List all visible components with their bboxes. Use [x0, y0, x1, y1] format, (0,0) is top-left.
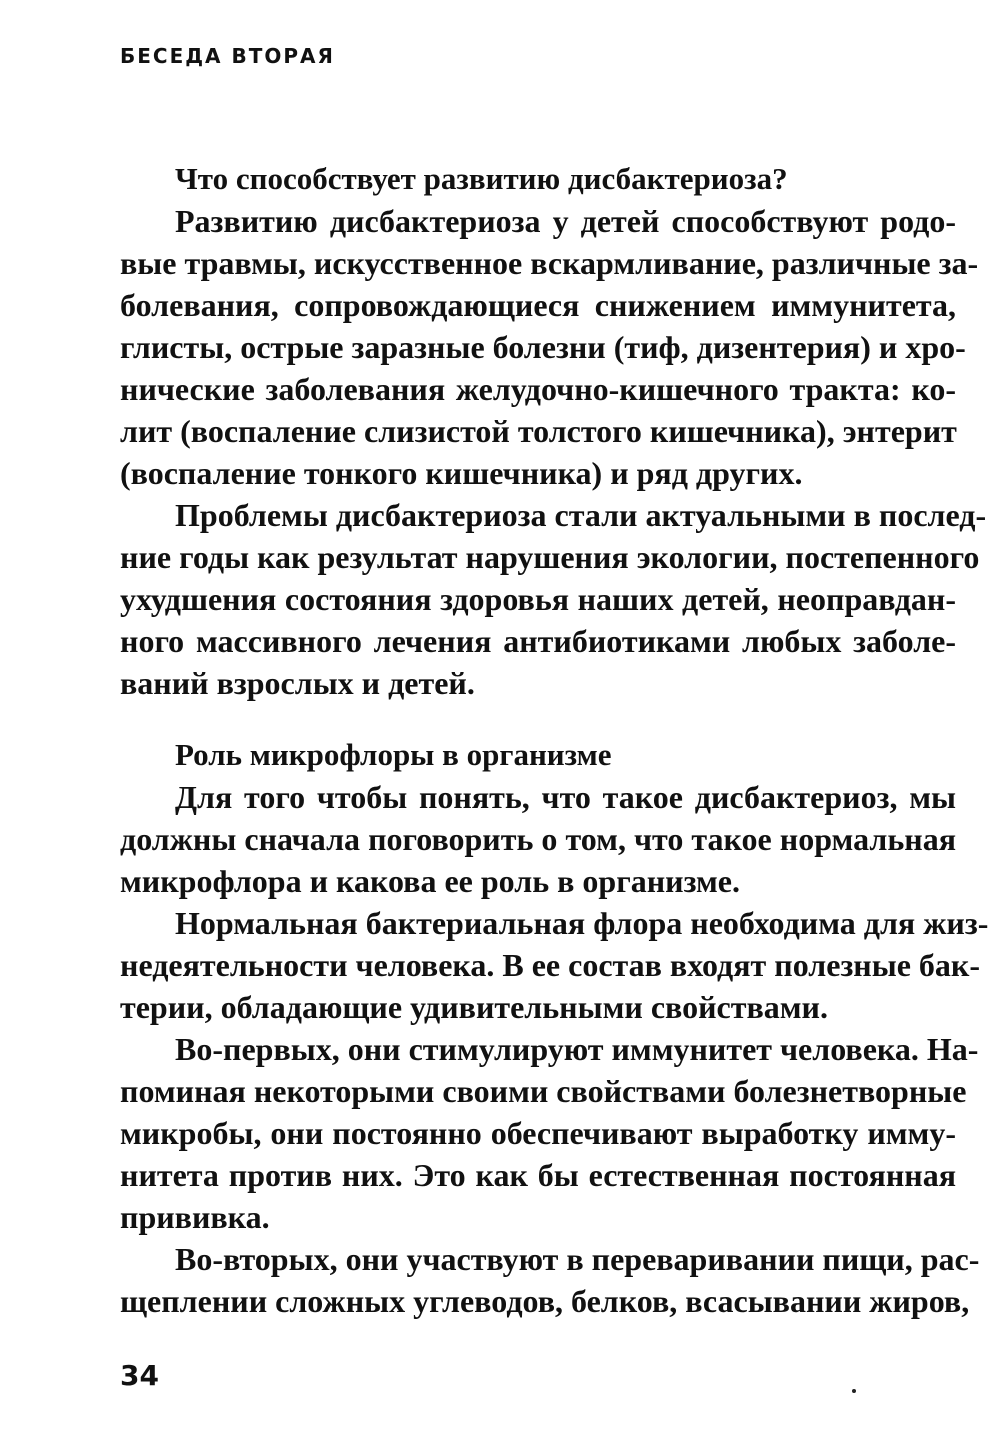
- running-head: БЕСЕДА ВТОРАЯ: [120, 44, 335, 68]
- text-line: лит (воспаление слизистой толстого кишечника), энтерит: [120, 413, 957, 449]
- text-line: ного массивного лечения антибиотиками любых заболе-: [120, 623, 956, 659]
- paragraph: [120, 1028, 979, 1238]
- page-number: 34: [120, 1359, 159, 1392]
- paragraph: [120, 902, 989, 1028]
- text-line: вые травмы, искусственное вскармливание, различные за-: [120, 245, 979, 281]
- section-heading: Роль микрофлоры в организме: [175, 737, 612, 772]
- text-line: ухудшения состояния здоровья наших детей, неоправдан-: [120, 581, 956, 617]
- text-line: прививка.: [120, 1199, 270, 1235]
- text-line: ваний взрослых и детей.: [120, 665, 475, 701]
- text-line: Проблемы дисбактериоза стали актуальными в послед-: [175, 497, 987, 533]
- text-line: щеплении сложных углеводов, белков, всасывании жиров,: [120, 1283, 970, 1319]
- text-line: глисты, острые заразные болезни (тиф, дизентерия) и хро-: [120, 329, 966, 365]
- text-line: болевания, сопровождающиеся снижением иммунитета,: [120, 287, 956, 323]
- print-speck: [852, 1389, 856, 1393]
- text-line: терии, обладающие удивительными свойствами.: [120, 989, 828, 1025]
- text-line: должны сначала поговорить о том, что такое нормальная: [120, 821, 956, 857]
- text-line: поминая некоторыми своими свойствами болезнетворные: [120, 1073, 967, 1109]
- text-line: нитета против них. Это как бы естественная постоянная: [120, 1157, 956, 1193]
- paragraph: [120, 776, 956, 902]
- text-line: ние годы как результат нарушения экологии, постепенного: [120, 539, 980, 575]
- paragraph: [120, 200, 979, 494]
- text-line: недеятельности человека. В ее состав входят полезные бак-: [120, 947, 981, 983]
- text-line: (воспаление тонкого кишечника) и ряд других.: [120, 455, 803, 491]
- text-line: микробы, они постоянно обеспечивают выработку имму-: [120, 1115, 956, 1151]
- text-line: Развитию дисбактериоза у детей способствуют родо-: [175, 203, 956, 239]
- section-microflora-role: [120, 734, 989, 1322]
- text-line: микрофлора и какова ее роль в организме.: [120, 863, 740, 899]
- paragraph: [120, 1238, 980, 1322]
- section-dysbacteriosis-causes: [120, 158, 987, 704]
- text-line: Во-первых, они стимулируют иммунитет человека. На-: [175, 1031, 979, 1067]
- text-line: Для того чтобы понять, что такое дисбактериоз, мы: [175, 779, 956, 815]
- text-line: нические заболевания желудочно-кишечного тракта: ко-: [120, 371, 956, 407]
- section-heading: Что способствует развитию дисбактериоза?: [175, 161, 788, 196]
- text-line: Во-вторых, они участвуют в переваривании пищи, рас-: [175, 1241, 980, 1277]
- text-line: Нормальная бактериальная флора необходима для жиз-: [175, 905, 989, 941]
- paragraph: [120, 494, 987, 704]
